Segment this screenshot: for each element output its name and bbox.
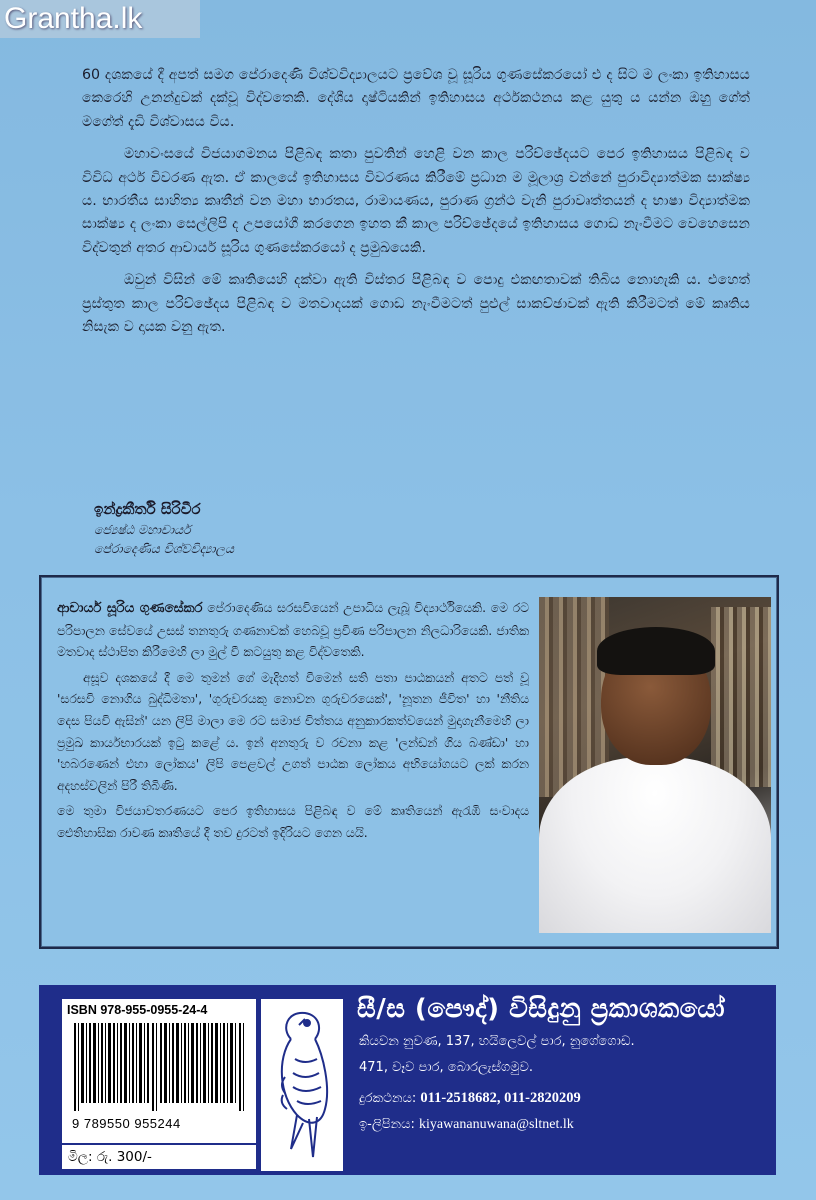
barcode-number: 9 789550 955244 xyxy=(72,1116,181,1131)
phone-label: දුරකථනය: xyxy=(359,1091,421,1106)
publisher-address-2: 471, වෑව පාර, බොරලැස්ගමුව. xyxy=(359,1060,534,1075)
bird-logo-icon xyxy=(261,999,343,1171)
author-shirt xyxy=(539,757,771,933)
signature-title: ජ්‍යෙෂ්ඨ මහාචාර්ය xyxy=(94,522,191,537)
publisher-band xyxy=(39,985,776,1175)
author-bio-paragraph-1 xyxy=(57,597,529,663)
publisher-logo xyxy=(261,999,343,1171)
publisher-info xyxy=(357,989,725,1138)
blurb-paragraph-2: මහාවංසයේ විජයාගමනය පිළිබඳ කතා පුවතින් හෙළි වන කාල පරිච්ඡේදයට පෙර ඉතිහාසය පිළිබඳ ව විවිධ අර්ථ විවරණ ඇත. ඒ කාලයේ ඉතිහාසය විවරණය කිරීමේ ප්‍රධාන ම මූලාශ්‍ර වන්නේ පුරාවිද්‍යාත්මක සාක්ෂ්‍ය ය. භාරතීය සාහිත්‍ය කෘතීන් වන මහා භාරතය, රාමායණය, පුරාණ ග්‍රන්ථ වැනි පුරාවෘත්තයන් ද භාෂා විද්‍යාත්මක සාක්ෂ්‍ය ද ලංකා සෙල්ලිපි ද උපයෝගී කරගෙන ඉහත කී කාල පරිච්ඡේදයේ ඉතිහාසය ගොඩ නැංවීමට වෙහෙසෙන විද්වතුන් අතර ආචාර්ය සූරිය ගුණසේකරයෝ ද ප්‍රමුඛයෙකි. xyxy=(82,146,750,256)
phone-numbers: 011-2518682, 011-2820209 xyxy=(420,1090,581,1106)
email-address[interactable]: kiyawananuwana@sltnet.lk xyxy=(418,1117,574,1132)
author-name: ආචාර්ය සූරිය ගුණසේකර xyxy=(57,600,203,616)
author-bio xyxy=(57,597,529,848)
barcode-icon xyxy=(72,1023,248,1111)
bookshelf-right xyxy=(711,607,771,787)
email-label: ඉ-ලිපිනය: xyxy=(359,1117,419,1132)
publisher-phone xyxy=(357,1085,725,1112)
author-photo xyxy=(539,597,771,933)
author-profile-box xyxy=(39,575,779,949)
publisher-email xyxy=(357,1112,725,1138)
publisher-name: සී/ස (පෞද්) විසිදුනු ප්‍රකාශකයෝ xyxy=(357,994,726,1024)
signature-block xyxy=(82,498,482,558)
site-watermark: Grantha.lk xyxy=(0,0,200,38)
isbn-text: ISBN 978-955-0955-24-4 xyxy=(67,1003,208,1017)
author-bio-paragraph-2: අසූව දශකයේ දී මෙ තුමන් ගේ මැදිහත් වීමෙන් සති පතා පාඨකයන් අතට පත් වූ 'සරසවි නොගිය බුද්ධිමතා', 'ගුරුවරයකු නොවන ගුරුවරයෙක්', 'නූතන ජීවිත' හා 'නීතිය දෙස පියවි ඇසින්' යන ලිපි මාලා මෙ රට සමාජ චිත්තය අනුකාරකත්වයෙන් මුදාගැනීමෙහි ලා ප්‍රමුඛ කාර්යභාරයක් ඉටු කළේ ය. ඉන් අනතුරු ව රචනා කළ 'ලන්ඩන් ගිය බණ්ඩා' හා 'හබරණෙන් එහා ලෝකය' ලිපි පෙළවල් උගත් පාඨක ලෝකය අභියෝගයට ලක් කරන අදහස්වලින් පිරී තිබිණි. xyxy=(57,669,529,793)
blurb-paragraph-3: ඔවුන් විසින් මේ කෘතියෙහි දක්වා ඇති විස්තර පිළිබඳ ව පොදු එකඟතාවක් තිබිය නොහැකි ය. එහෙත් ප්‍රස්තුත කාල පරිච්ඡේදය පිළිබඳ ව මතවාදයක් ගොඩ නැංවීමටත් පුළුල් සාකච්ඡාවක් ඇති කිරීමටත් මේ කෘතිය නිසැක ව දායක වනු ඇත. xyxy=(82,272,750,336)
signature-institution: පේරාදෙණිය විශ්වවිද්‍යාලය xyxy=(94,541,234,556)
author-hair xyxy=(597,627,715,675)
signature-name: ඉන්ද්‍රකීර්ති සිරිවීර xyxy=(94,500,201,518)
author-bio-text-1: පේරාදෙණිය සරසවියෙන් උපාධිය ලැබූ විද්‍යාර්ථියෙකි. මෙ රට පරිපාලන සේවයේ උසස් තනතුරු ගණනාවක් හෙබවූ ප්‍රවීණ පරිපාලන නිලධාරියෙකි. ජාතික මතවාද ස්ථාපිත කිරීමෙහි ලා මුල් වී කටයුතු කළ විද්වතෙකි. xyxy=(57,600,529,660)
back-cover-blurb xyxy=(82,64,750,348)
blurb-paragraph-1: 60 දශකයේ දී අපත් සමග පේරාදෙණි විශ්වවිද්‍යාලයට ප්‍රවේශ වූ සූරිය ගුණසේකරයෝ එ ද සිට ම ලංකා ඉතිහාසය කෙරෙහි උනන්දුවක් දක්වූ විද්වතෙකි. දේශීය දෘෂ්ටියකින් ඉතිහාසය අර්ථකථනය කළ යුතු ය යන්න ඔහු ගේත් මගේත් දැඩි විශ්වාසය විය. xyxy=(82,67,750,130)
price-label: මිල: රු. 300/- xyxy=(62,1145,256,1169)
publisher-address-1: කියවන නුවණ, 137, හයිලෙවල් පාර, නුගේගොඩ. xyxy=(359,1034,635,1049)
author-bio-paragraph-3: මෙ තුමා විජයාවතරණයට පෙර ඉතිහාසය පිළිබඳ ව මේ කෘතියෙන් ඇරැඹි සංවාදය ඓතිහාසික රාවණ කෘතියේ දී තව දුරටත් ඉදිරියට ගෙන යයි. xyxy=(57,803,529,840)
isbn-barcode-box xyxy=(62,999,256,1143)
